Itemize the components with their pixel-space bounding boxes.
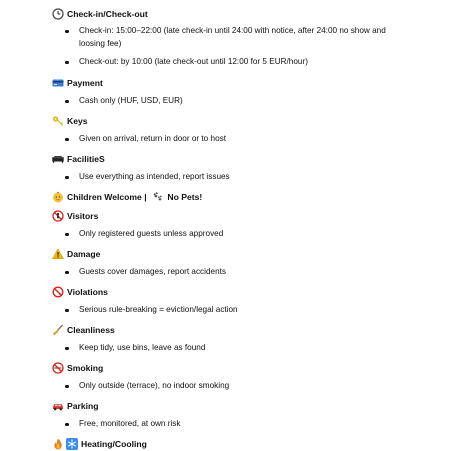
section-heading-text: Violations <box>67 287 108 297</box>
section-heading <box>52 209 442 223</box>
clock-icon <box>52 8 64 20</box>
baby-icon <box>52 191 64 203</box>
list-item: Check-in: 15:00–22:00 (late check-in until 24:00 with notice, after 24:00 no show and loosing fee) <box>52 25 409 50</box>
section-damage <box>52 247 442 279</box>
list-item: Cash only (HUF, USD, EUR) <box>52 95 409 108</box>
list-item: Use everything as intended, report issues <box>52 171 409 184</box>
section-children-pets <box>52 190 442 204</box>
section-smoking <box>52 361 442 393</box>
list-item: Given on arrival, return in door or to host <box>52 133 409 146</box>
section-cleanliness <box>52 323 442 355</box>
section-heading-text: Check-in/Check-out <box>67 9 148 19</box>
section-heading <box>52 152 442 166</box>
section-heading-text: Payment <box>67 78 103 88</box>
list-item: Only registered guests unless approved <box>52 228 409 241</box>
section-heading <box>52 114 442 128</box>
section-heading <box>52 247 442 261</box>
section-keys <box>52 114 442 146</box>
list-item: Serious rule-breaking = eviction/legal action <box>52 304 409 317</box>
section-visitors <box>52 209 442 241</box>
section-heading-text: Visitors <box>67 211 99 221</box>
list-item: Check-out: by 10:00 (late check-out until 12:00 for 5 EUR/hour) <box>52 56 409 69</box>
section-heading <box>52 7 442 21</box>
section-heading <box>52 323 442 337</box>
section-heading <box>52 361 442 375</box>
section-heading <box>52 399 442 413</box>
key-icon <box>52 115 64 127</box>
section-payment <box>52 76 442 108</box>
section-parking <box>52 399 442 431</box>
prohibited-icon <box>52 286 64 298</box>
section-heading-text: Cleanliness <box>67 325 115 335</box>
paw-prints-icon <box>152 191 163 202</box>
section-heading <box>52 76 442 90</box>
car-icon <box>52 400 64 412</box>
section-heading-text: Keys <box>67 116 88 126</box>
section-heading-text: FacilitieS <box>67 154 105 164</box>
no-smoking-icon <box>52 362 64 374</box>
section-heading <box>52 437 442 451</box>
list-item: Keep tidy, use bins, leave as found <box>52 342 409 355</box>
section-heating-cooling <box>52 437 442 451</box>
section-heading-text: Smoking <box>67 363 104 373</box>
fire-icon <box>52 438 64 450</box>
section-violations <box>52 285 442 317</box>
sofa-icon <box>52 153 64 165</box>
list-item: Only outside (terrace), no indoor smoking <box>52 380 409 393</box>
list-item: Guests cover damages, report accidents <box>52 266 409 279</box>
list-item: Free, monitored, at own risk <box>52 418 409 431</box>
broom-icon <box>52 324 64 336</box>
no-entry-icon <box>52 210 64 222</box>
section-heading-text: Children Welcome | No Pets! <box>67 192 203 202</box>
section-heading-text: Heating/Cooling <box>81 439 147 449</box>
credit-card-icon <box>52 77 64 89</box>
snowflake-icon <box>66 438 78 450</box>
section-checkin <box>52 7 442 69</box>
section-facilities <box>52 152 442 184</box>
section-heading <box>52 190 442 204</box>
warning-icon <box>52 248 64 260</box>
section-heading-text: Damage <box>67 249 101 259</box>
section-heading <box>52 285 442 299</box>
section-heading-text: Parking <box>67 401 99 411</box>
